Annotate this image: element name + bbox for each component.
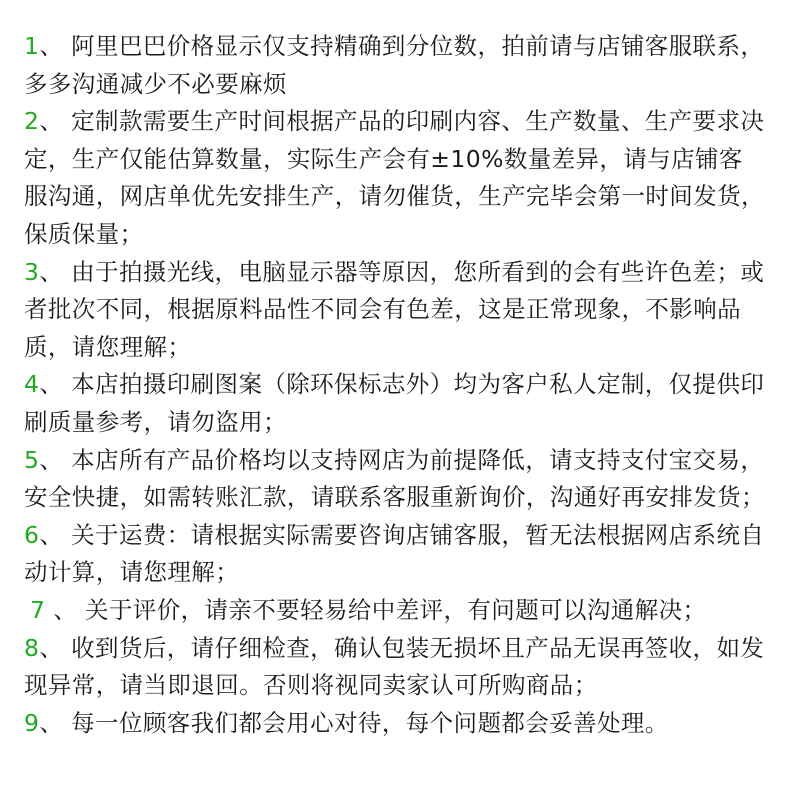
item-number: 5 <box>24 445 40 474</box>
item-separator: 、 <box>39 520 72 549</box>
item-text: 每一位顾客我们都会用心对待，每个问题都会妥善处理。 <box>71 708 669 737</box>
item-number: 6 <box>24 520 40 549</box>
notice-item-4 <box>24 366 766 441</box>
item-number: 8 <box>24 633 40 662</box>
item-separator: 、 <box>39 708 72 737</box>
notice-item-8 <box>24 630 766 705</box>
purchase-notice <box>24 28 766 742</box>
item-text: 关于评价，请亲不要轻易给中差评，有问题可以沟通解决； <box>85 595 707 624</box>
item-text: 收到货后，请仔细检查，确认包装无损坏且产品无误再签收，如发现异常，请当即退回。否则将视同卖家认可所购商品； <box>24 633 765 700</box>
item-text: 本店所有产品价格均以支持网店为前提降低，请支持支付宝交易，安全快捷，如需转账汇款，请联系客服重新询价，沟通好再安排发货； <box>24 445 765 512</box>
item-separator: 、 <box>39 370 72 399</box>
item-number: 2 <box>24 107 40 136</box>
notice-item-5 <box>24 442 766 517</box>
item-number: 1 <box>24 32 40 60</box>
notice-item-6 <box>24 517 766 592</box>
item-separator: 、 <box>45 595 85 624</box>
item-number: 7 <box>30 595 46 624</box>
notice-item-1 <box>24 28 766 103</box>
item-text: 阿里巴巴价格显示仅支持精确到分位数，拍前请与店铺客服联系，多多沟通减少不必要麻烦 <box>24 32 765 98</box>
notice-item-3 <box>24 254 766 367</box>
item-number: 3 <box>24 257 40 286</box>
item-text: 定制款需要生产时间根据产品的印刷内容、生产数量、生产要求决定，生产仅能估算数量，实际生产会有±10%数量差异，请与店铺客服沟通，网店单优先安排生产，请勿催货，生产完毕会第一时间发货，保质保量； <box>24 107 765 248</box>
notice-item-7 <box>24 592 766 630</box>
item-separator: 、 <box>39 107 72 136</box>
notice-item-2 <box>24 103 766 253</box>
item-text: 关于运费：请根据实际需要咨询店铺客服，暂无法根据网店系统自动计算，请您理解； <box>24 520 765 587</box>
item-separator: 、 <box>39 257 72 286</box>
item-separator: 、 <box>39 633 72 662</box>
notice-item-9 <box>24 705 766 743</box>
item-separator: 、 <box>39 32 72 60</box>
item-separator: 、 <box>39 445 72 474</box>
item-number: 4 <box>24 370 40 399</box>
item-text: 本店拍摄印刷图案（除环保标志外）均为客户私人定制，仅提供印刷质量参考，请勿盗用； <box>24 370 765 436</box>
item-number: 9 <box>24 708 40 737</box>
item-text: 由于拍摄光线，电脑显示器等原因，您所看到的会有些许色差；或者批次不同，根据原料品性不同会有色差，这是正常现象，不影响品质，请您理解； <box>24 257 765 361</box>
